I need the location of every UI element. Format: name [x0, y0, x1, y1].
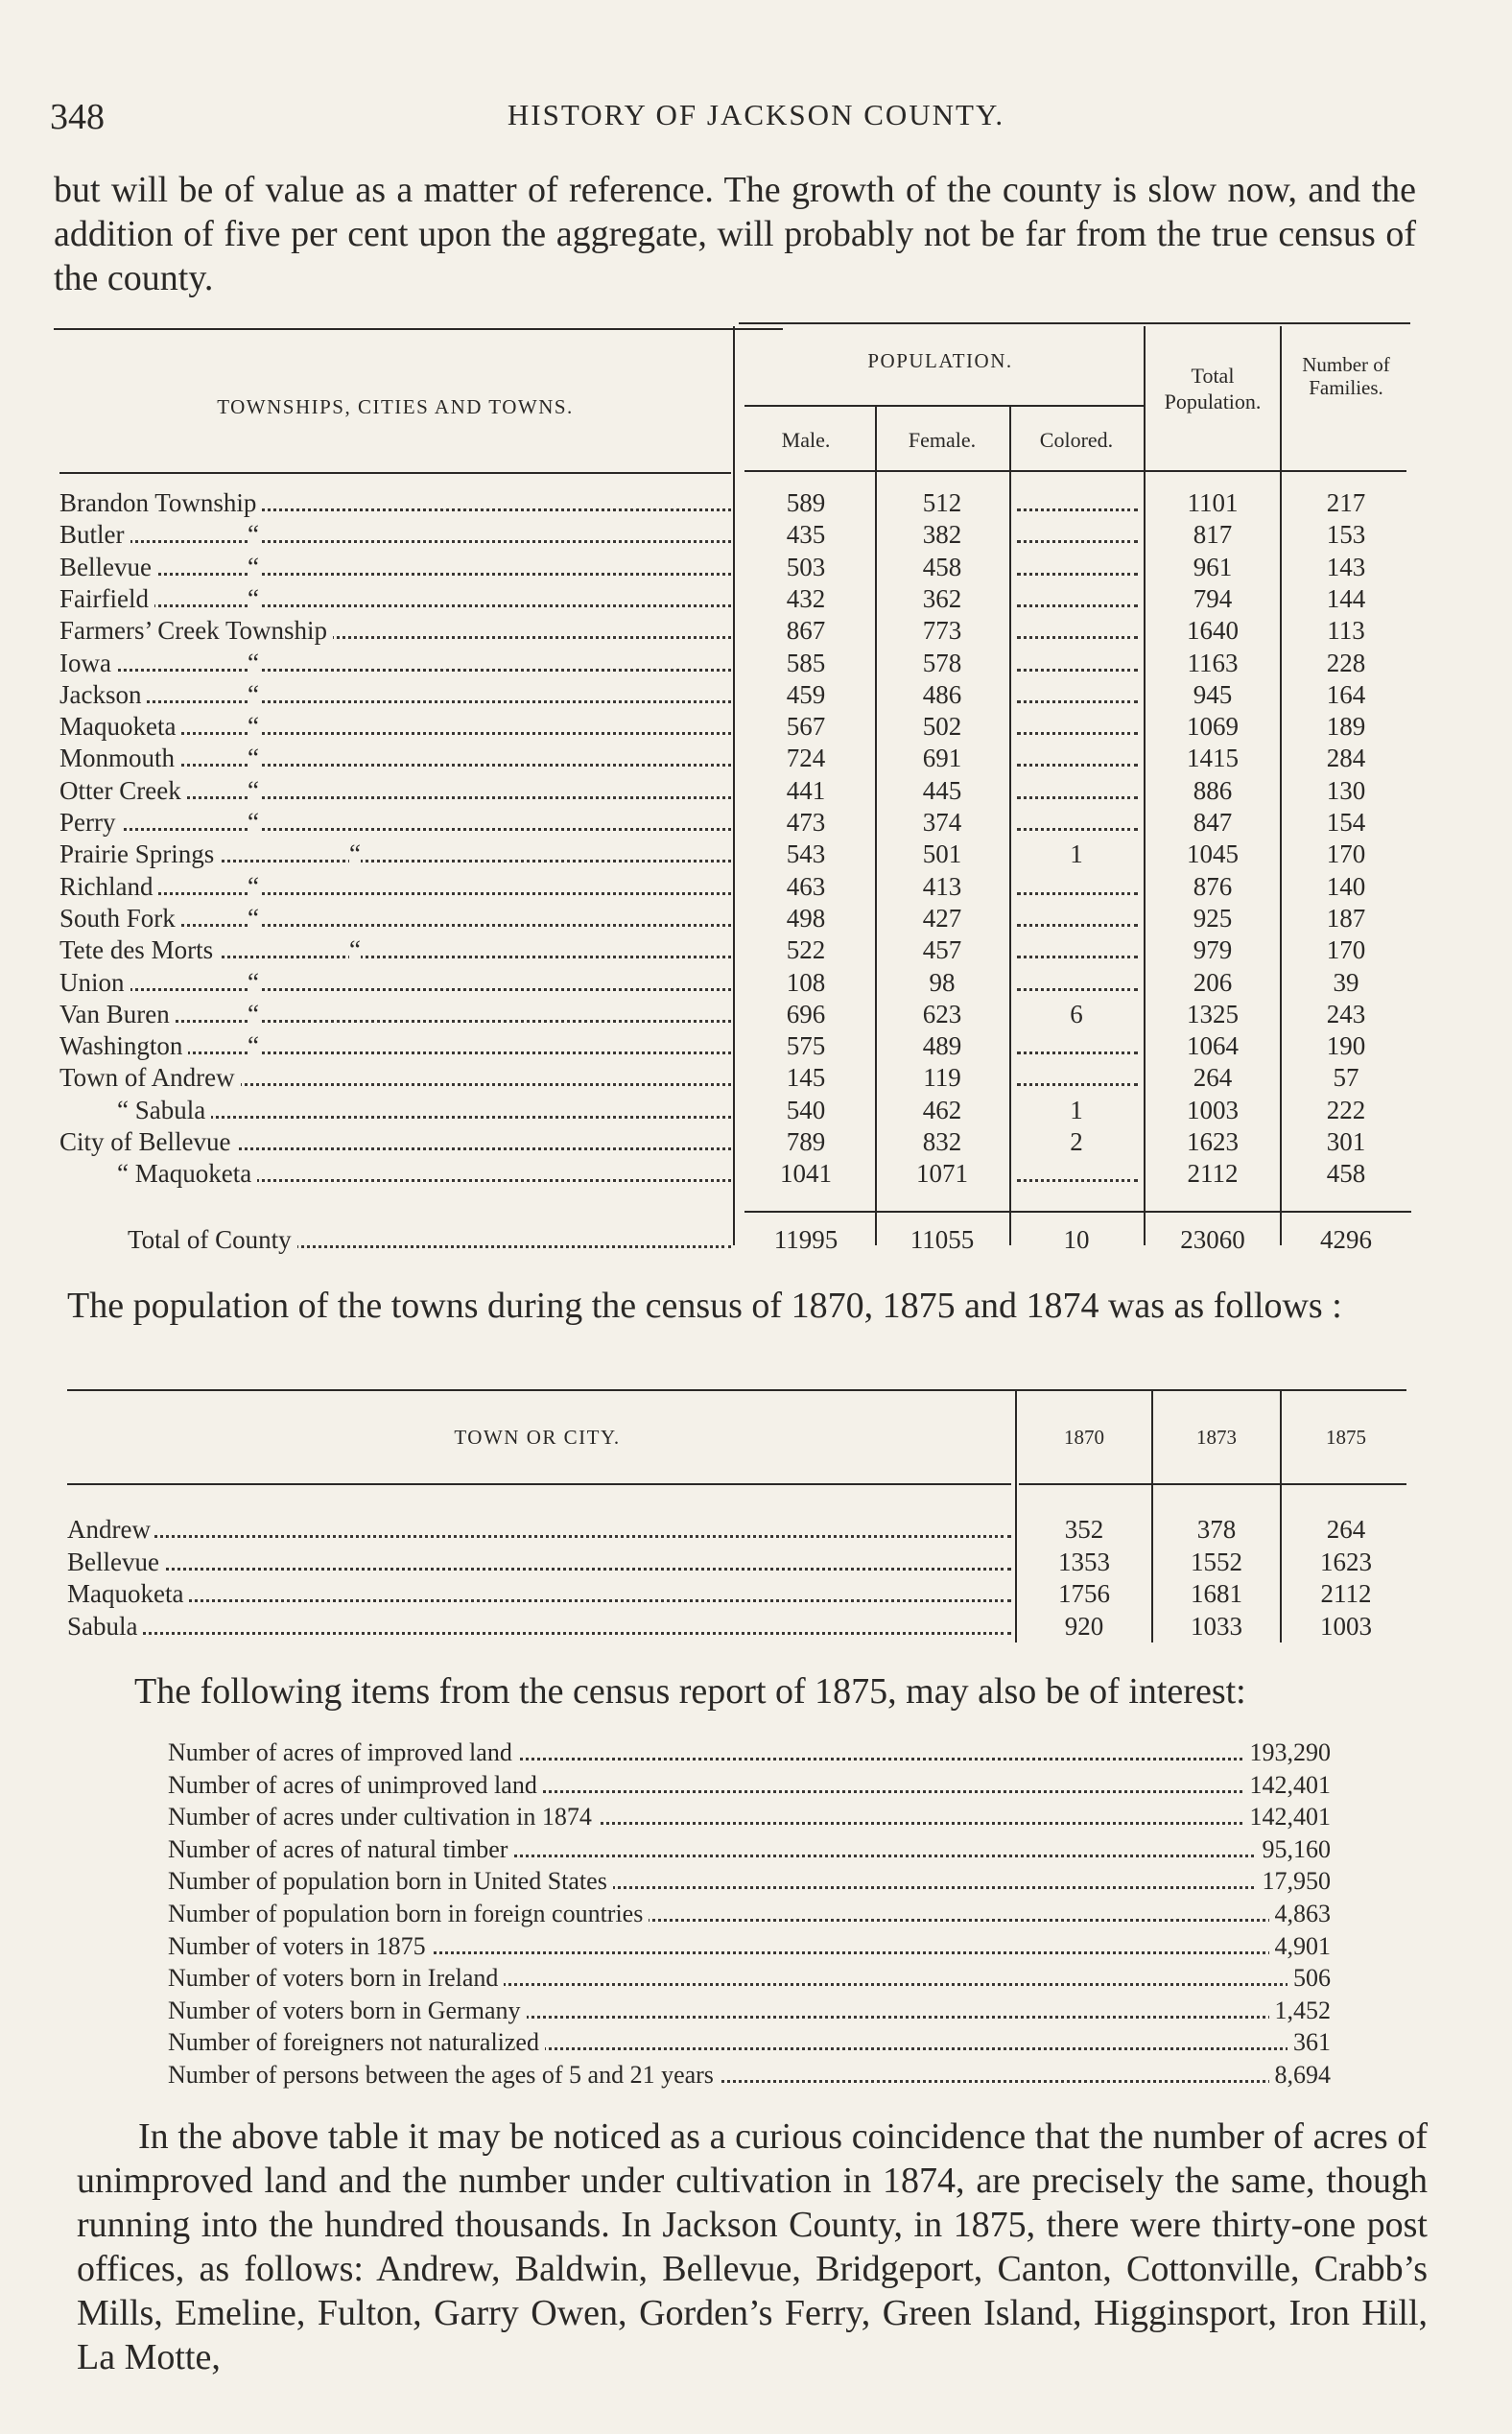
ditto-mark: “ [248, 1031, 259, 1061]
cell-female: 458 [922, 552, 962, 581]
cell-female: 691 [922, 744, 962, 773]
table-row [0, 775, 1512, 807]
cell-1870: 920 [1064, 1611, 1104, 1641]
item-value: 142,401 [1244, 1769, 1332, 1801]
table-row [0, 1611, 1512, 1642]
total-population: 23060 [1180, 1225, 1245, 1254]
table-row [0, 487, 1512, 519]
list-item [168, 1995, 1331, 2026]
table-row [0, 583, 1512, 615]
item-label: Number of persons between the ages of 5 and 21 years [168, 2061, 720, 2089]
cell-female: 623 [922, 999, 962, 1028]
row-name: Fairfield “ [59, 583, 731, 615]
list-item [168, 2026, 1331, 2058]
cell-colored-empty [1017, 807, 1138, 839]
ditto-mark: “ [248, 648, 259, 677]
row-name: Washington “ [59, 1030, 731, 1062]
cell-colored-empty [1017, 552, 1138, 583]
table-row [0, 552, 1512, 583]
total-female: 11055 [910, 1225, 975, 1254]
col-header-year-1: 1870 [1064, 1426, 1104, 1449]
item-label: Number of voters born in Germany [168, 1997, 527, 2024]
table-row [0, 1547, 1512, 1578]
item-value: 361 [1288, 2026, 1331, 2058]
list-item [168, 2059, 1331, 2091]
cell-male: 540 [786, 1095, 826, 1124]
item-label: Number of foreigners not naturalized [168, 2028, 545, 2056]
ditto-mark: “ [248, 679, 259, 709]
cell-female: 382 [922, 520, 962, 550]
cell-male: 435 [786, 520, 826, 550]
ditto-mark: “ [349, 935, 361, 965]
cell-total: 925 [1193, 903, 1233, 933]
table-row [0, 1578, 1512, 1610]
table-row [0, 1030, 1512, 1062]
table-row [0, 1095, 1512, 1126]
ditto-mark: “ [248, 903, 259, 933]
ditto-mark: “ [248, 552, 259, 581]
cell-colored-empty [1017, 711, 1138, 743]
cell-female: 486 [922, 679, 962, 709]
item-value: 17,950 [1257, 1865, 1332, 1897]
list-item [168, 1801, 1331, 1832]
cell-1875: 1623 [1320, 1547, 1372, 1576]
cell-male: 441 [786, 775, 826, 805]
cell-female: 502 [922, 712, 962, 742]
row-name: Andrew [67, 1514, 1011, 1546]
col-header-colored: Colored. [1039, 428, 1114, 452]
cell-male: 567 [786, 712, 826, 742]
row-name: Union “ [59, 967, 731, 999]
cell-colored-empty [1017, 615, 1138, 647]
cell-total: 1623 [1187, 1127, 1239, 1156]
row-name: Otter Creek “ [59, 775, 731, 807]
table-rule [744, 1211, 1411, 1213]
table-row [0, 999, 1512, 1030]
total-row [0, 1224, 1512, 1256]
cell-female: 462 [922, 1095, 962, 1124]
total-colored: 10 [1063, 1225, 1090, 1254]
cell-families: 187 [1326, 903, 1366, 933]
table-row [0, 1514, 1512, 1546]
table-row [0, 871, 1512, 903]
table-row [0, 615, 1512, 647]
col-header-female: Female. [908, 428, 977, 452]
cell-families: 301 [1326, 1127, 1366, 1156]
cell-total: 264 [1193, 1063, 1233, 1093]
total-families: 4296 [1320, 1225, 1372, 1254]
cell-families: 458 [1326, 1159, 1366, 1189]
cell-total: 945 [1193, 679, 1233, 709]
cell-colored-empty [1017, 934, 1138, 966]
cell-male: 589 [786, 488, 826, 517]
ditto-mark: “ [248, 583, 259, 613]
cell-female: 1071 [916, 1159, 968, 1189]
table-rule [744, 470, 1406, 472]
col-header-year-2: 1873 [1196, 1426, 1237, 1449]
cell-female: 362 [922, 583, 962, 613]
row-name: “ Maquoketa [117, 1158, 731, 1190]
row-name: City of Bellevue [59, 1126, 731, 1158]
col-header-town: TOWN OR CITY. [454, 1426, 621, 1449]
cell-female: 832 [922, 1127, 962, 1156]
item-value: 4,863 [1269, 1898, 1332, 1929]
row-name: Maquoketa [67, 1578, 1011, 1610]
cell-total: 794 [1193, 583, 1233, 613]
table-row [0, 839, 1512, 870]
cell-colored-empty [1017, 1158, 1138, 1190]
cell-total: 1069 [1187, 712, 1239, 742]
row-name: Farmers’ Creek Township [59, 615, 731, 647]
cell-male: 459 [786, 679, 826, 709]
cell-female: 501 [922, 839, 962, 869]
page-number: 348 [50, 97, 105, 137]
col-header-townships: TOWNSHIPS, CITIES AND TOWNS. [217, 395, 574, 418]
cell-colored: 1 [1070, 839, 1083, 869]
cell-male: 585 [786, 648, 826, 677]
cell-colored-empty [1017, 967, 1138, 999]
cell-male: 543 [786, 839, 826, 869]
list-item [168, 1865, 1331, 1897]
cell-families: 153 [1326, 520, 1366, 550]
cell-female: 445 [922, 775, 962, 805]
cell-families: 39 [1333, 967, 1359, 997]
cell-male: 724 [786, 744, 826, 773]
cell-1875: 1003 [1320, 1611, 1372, 1641]
cell-families: 140 [1326, 871, 1366, 901]
table-row [0, 903, 1512, 934]
cell-male: 503 [786, 552, 826, 581]
cell-1870: 352 [1064, 1515, 1104, 1544]
cell-total: 1045 [1187, 839, 1239, 869]
cell-total: 1064 [1187, 1031, 1239, 1061]
cell-1870: 1756 [1058, 1579, 1110, 1608]
cell-female: 413 [922, 871, 962, 901]
cell-colored-empty [1017, 743, 1138, 774]
item-value: 8,694 [1269, 2059, 1332, 2091]
item-value: 95,160 [1257, 1833, 1332, 1865]
list-item [168, 1898, 1331, 1929]
cell-1873: 1681 [1191, 1579, 1242, 1608]
running-title: HISTORY OF JACKSON COUNTY. [507, 98, 1005, 131]
cell-families: 217 [1326, 488, 1366, 517]
towns-census-paragraph: The population of the towns during the census of 1870, 1875 and 1874 was as follows : [67, 1286, 1342, 1326]
table-rule [1019, 1483, 1406, 1485]
cell-male: 108 [786, 967, 826, 997]
item-value: 142,401 [1244, 1801, 1332, 1832]
cell-male: 789 [786, 1127, 826, 1156]
closing-paragraph: In the above table it may be noticed as a curious coincidence that the number of acres of unimproved land and the number under cultivation in 1874, are precisely the same, though running into the hundred thousands. In Jackson County, in 1875, there were thirty-one post offices, as follows: Andrew, Baldwin, Bellevue, Bridgeport, Canton, Cottonville, Crabb’s Mills, Emeline, Fulton, Garry Owen, Gorden’s Ferry, Green Island, Higginsport, Iron Hill, La Motte, [77, 2116, 1428, 2377]
cell-colored-empty [1017, 775, 1138, 807]
cell-colored: 2 [1070, 1127, 1083, 1156]
col-header-male: Male. [781, 428, 831, 452]
table-row [0, 711, 1512, 743]
cell-female: 119 [923, 1063, 961, 1093]
cell-colored-empty [1017, 583, 1138, 615]
cell-families: 189 [1326, 712, 1366, 742]
intro-paragraph: but will be of value as a matter of reference. The growth of the county is slow now, and the addition of five per cent upon the aggregate, will probably not be far from the true census of the county. [54, 170, 1416, 298]
cell-colored-empty [1017, 487, 1138, 519]
item-value: 193,290 [1244, 1737, 1332, 1768]
cell-colored-empty [1017, 1030, 1138, 1062]
table-row [0, 807, 1512, 839]
cell-total: 876 [1193, 871, 1233, 901]
table-rule [67, 1483, 1011, 1485]
ditto-mark: “ [248, 871, 259, 901]
cell-total: 2112 [1187, 1159, 1239, 1189]
ditto-mark: “ [248, 999, 259, 1028]
cell-female: 578 [922, 648, 962, 677]
cell-families: 113 [1327, 616, 1365, 646]
row-name: Sabula [67, 1611, 1011, 1642]
cell-families: 130 [1326, 775, 1366, 805]
cell-male: 1041 [780, 1159, 832, 1189]
cell-male: 522 [786, 935, 826, 965]
item-label: Number of acres of unimproved land [168, 1771, 543, 1799]
ditto-mark: “ [248, 808, 259, 837]
cell-colored-empty [1017, 679, 1138, 711]
cell-female: 489 [922, 1031, 962, 1061]
ditto-mark: “ [349, 839, 361, 869]
cell-female: 512 [922, 488, 962, 517]
cell-total: 1003 [1187, 1095, 1239, 1124]
cell-total: 1163 [1187, 648, 1239, 677]
table-row [0, 1126, 1512, 1158]
cell-male: 696 [786, 999, 826, 1028]
row-name: Perry “ [59, 807, 731, 839]
cell-female: 427 [922, 903, 962, 933]
cell-total: 1101 [1187, 488, 1239, 517]
cell-families: 222 [1326, 1095, 1366, 1124]
cell-male: 145 [786, 1063, 826, 1093]
row-name: Bellevue [67, 1547, 1011, 1578]
row-name: Bellevue “ [59, 552, 731, 583]
cell-1873: 1033 [1191, 1611, 1242, 1641]
table-row [0, 648, 1512, 679]
row-name: Butler “ [59, 519, 731, 551]
total-male: 11995 [773, 1225, 839, 1254]
cell-families: 57 [1333, 1063, 1359, 1093]
cell-male: 498 [786, 903, 826, 933]
item-label: Number of voters in 1875 [168, 1932, 432, 1960]
list-item [168, 1737, 1331, 1768]
list-item [168, 1769, 1331, 1801]
cell-total: 961 [1193, 552, 1233, 581]
cell-female: 374 [922, 808, 962, 837]
cell-colored-empty [1017, 871, 1138, 903]
row-name: Tete des Morts “ [59, 934, 731, 966]
table-row [0, 934, 1512, 966]
row-name: Jackson “ [59, 679, 731, 711]
cell-colored: 1 [1070, 1095, 1083, 1124]
ditto-mark: “ [248, 712, 259, 742]
cell-male: 473 [786, 808, 826, 837]
cell-female: 457 [922, 935, 962, 965]
cell-male: 867 [786, 616, 826, 646]
cell-female: 773 [922, 616, 962, 646]
cell-total: 817 [1193, 520, 1233, 550]
cell-1875: 264 [1326, 1515, 1366, 1544]
table-row [0, 519, 1512, 551]
item-value: 1,452 [1269, 1995, 1332, 2026]
cell-colored-empty [1017, 648, 1138, 679]
cell-colored-empty [1017, 1062, 1138, 1094]
row-name: Prairie Springs “ [59, 839, 731, 870]
item-label: Number of acres of natural timber [168, 1835, 513, 1863]
cell-total: 1640 [1187, 616, 1239, 646]
cell-families: 143 [1326, 552, 1366, 581]
row-name: South Fork “ [59, 903, 731, 934]
items-intro-paragraph: The following items from the census report of 1875, may also be of interest: [134, 1671, 1246, 1712]
row-name: Van Buren “ [59, 999, 731, 1030]
cell-male: 463 [786, 871, 826, 901]
col-header-population: POPULATION. [867, 349, 1013, 372]
row-name: Monmouth “ [59, 743, 731, 774]
cell-male: 432 [786, 583, 826, 613]
cell-families: 190 [1326, 1031, 1366, 1061]
cell-total: 886 [1193, 775, 1233, 805]
cell-families: 243 [1326, 999, 1366, 1028]
item-label: Number of acres of improved land [168, 1738, 518, 1766]
table-row [0, 743, 1512, 774]
list-item [168, 1833, 1331, 1865]
table-row [0, 967, 1512, 999]
col-header-total: Total Population. [1164, 364, 1262, 414]
table-rule [54, 328, 783, 330]
item-value: 506 [1288, 1962, 1331, 1994]
cell-1875: 2112 [1320, 1579, 1372, 1608]
table-rule [67, 1389, 1406, 1391]
list-item [168, 1962, 1331, 1994]
table-rule [59, 472, 731, 474]
table-row [0, 679, 1512, 711]
cell-families: 144 [1326, 583, 1366, 613]
cell-colored-empty [1017, 903, 1138, 934]
cell-families: 284 [1326, 744, 1366, 773]
cell-total: 979 [1193, 935, 1233, 965]
cell-families: 228 [1326, 648, 1366, 677]
item-label: Number of acres under cultivation in 1874 [168, 1803, 598, 1831]
ditto-mark: “ [248, 775, 259, 805]
cell-1873: 1552 [1191, 1547, 1242, 1576]
cell-female: 98 [929, 967, 956, 997]
list-item [168, 1930, 1331, 1962]
cell-1873: 378 [1196, 1515, 1237, 1544]
row-name: Maquoketa “ [59, 711, 731, 743]
item-value: 4,901 [1269, 1930, 1332, 1962]
item-label: Number of population born in United States [168, 1867, 613, 1895]
row-name: Iowa “ [59, 648, 731, 679]
table-row [0, 1158, 1512, 1190]
cell-colored-empty [1017, 519, 1138, 551]
cell-total: 206 [1193, 967, 1233, 997]
table-rule [744, 405, 1144, 407]
cell-families: 164 [1326, 679, 1366, 709]
col-header-families: Number of Families. [1302, 353, 1390, 399]
col-header-year-3: 1875 [1326, 1426, 1366, 1449]
row-name: Richland “ [59, 871, 731, 903]
ditto-mark: “ [248, 520, 259, 550]
cell-families: 170 [1326, 839, 1366, 869]
item-label: Number of voters born in Ireland [168, 1964, 504, 1992]
row-name: Town of Andrew [59, 1062, 731, 1094]
table-row [0, 1062, 1512, 1094]
cell-1870: 1353 [1058, 1547, 1110, 1576]
cell-families: 170 [1326, 935, 1366, 965]
row-name: “ Sabula [117, 1095, 731, 1126]
total-label: Total of County [128, 1224, 731, 1256]
cell-male: 575 [786, 1031, 826, 1061]
cell-families: 154 [1326, 808, 1366, 837]
cell-colored: 6 [1070, 999, 1083, 1028]
ditto-mark: “ [248, 967, 259, 997]
cell-total: 847 [1193, 808, 1233, 837]
item-label: Number of population born in foreign countries [168, 1900, 649, 1927]
ditto-mark: “ [248, 744, 259, 773]
cell-total: 1415 [1187, 744, 1239, 773]
cell-total: 1325 [1187, 999, 1239, 1028]
table-rule [739, 322, 1410, 324]
row-name: Brandon Township [59, 487, 731, 519]
